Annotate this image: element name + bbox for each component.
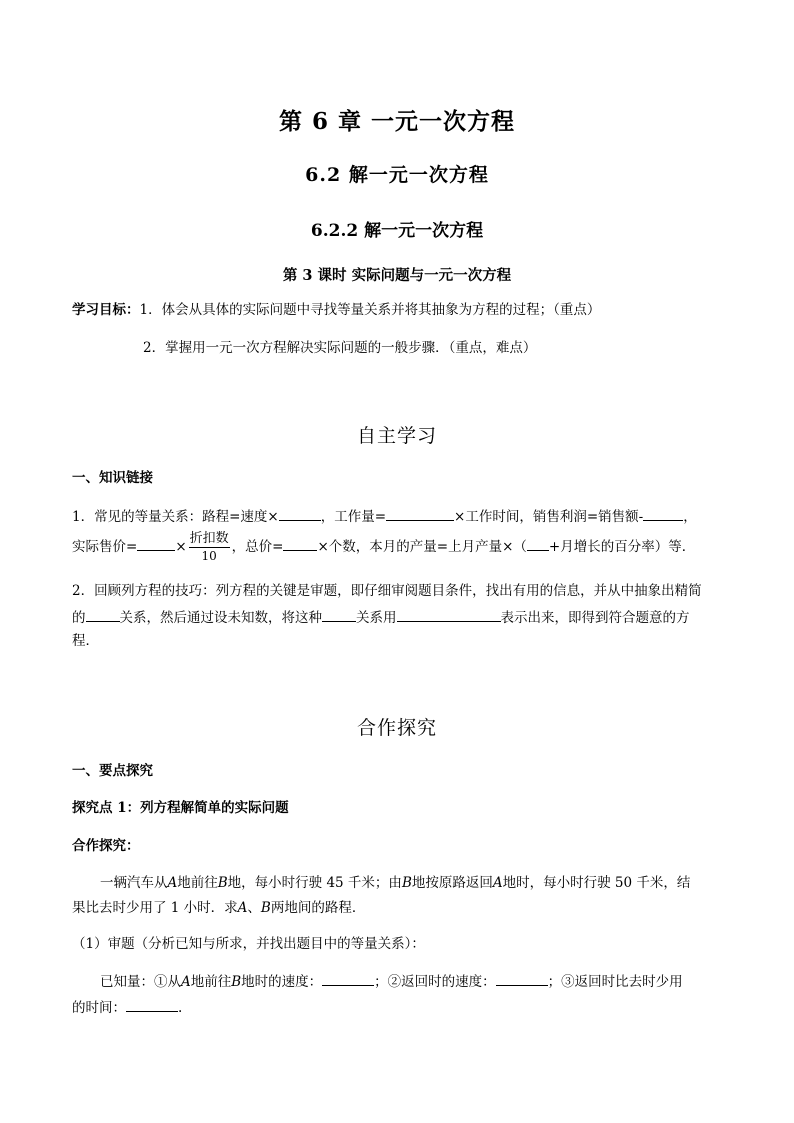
problem-line-1	[100, 873, 690, 893]
lesson-title: 第 3 课时 实际问题与一元一次方程	[282, 267, 512, 284]
fraction-numerator: 折扣数	[189, 531, 229, 546]
question-2-line-2	[72, 606, 690, 628]
known-text: ；②返回时的速度：	[374, 974, 496, 990]
q1-text-c: ×工作时间，销售利润=销售额-	[454, 509, 644, 525]
known-text: .	[178, 1000, 183, 1016]
problem-text: 、	[247, 900, 261, 916]
blank-cost[interactable]	[643, 505, 683, 521]
objective-1: 1．体会从具体的实际问题中寻找等量关系并将其抽象为方程的过程；（重点）	[139, 302, 601, 318]
objective-2: 2．掌握用一元一次方程解决实际问题的一般步骤．（重点，难点）	[143, 340, 537, 356]
blank-equation[interactable]	[397, 606, 501, 622]
known-line-2	[72, 996, 182, 1018]
q1-text-g: ，总价=	[231, 539, 284, 555]
q1-text-f: ×	[175, 539, 187, 555]
q1-text-e: 实际售价=	[72, 539, 138, 555]
blank-return-speed[interactable]	[496, 970, 548, 986]
fraction-denominator: 10	[201, 549, 217, 563]
q1-text-a: 1．常见的等量关系：路程=速度×	[72, 509, 279, 525]
var-a: A	[167, 875, 178, 891]
question-2-line-1: 2．回顾列方程的技巧：列方程的关键是审题，即仔细审阅题目条件，找出有用的信息，并从中抽象出精简	[72, 583, 702, 599]
q2-text-e: 表示出来，即得到符合题意的方	[500, 610, 690, 626]
var-b: B	[260, 900, 271, 916]
problem-text: 一辆汽车从	[100, 875, 168, 891]
blank-work-efficiency[interactable]	[386, 505, 454, 521]
problem-text: 地时，每小时行驶 50 千米，结	[502, 875, 691, 891]
section-title: 6.2 解一元一次方程	[305, 164, 489, 186]
q2-text-b: 的	[72, 610, 86, 626]
blank-original-price[interactable]	[137, 535, 175, 551]
problem-line-2	[72, 898, 365, 918]
known-text: ；③返回时比去时少用	[547, 974, 683, 990]
key-points-heading: 一、要点探究	[72, 763, 153, 779]
known-line-1	[100, 970, 683, 992]
chapter-title: 第 6 章 一元一次方程	[278, 108, 516, 135]
problem-text: 地前往	[177, 875, 218, 891]
var-b: B	[231, 974, 242, 990]
problem-text: 地按原路返回	[411, 875, 493, 891]
blank-equal-relation-2[interactable]	[322, 606, 356, 622]
problem-text: 地，每小时行驶 45 千米；由	[227, 875, 402, 891]
discount-fraction	[189, 531, 230, 564]
knowledge-link-heading: 一、知识链接	[72, 470, 153, 486]
objectives-label: 学习目标：	[72, 302, 140, 318]
blank-time-saved[interactable]	[126, 996, 178, 1012]
var-b: B	[401, 875, 412, 891]
self-study-heading: 自主学习	[356, 425, 437, 447]
q2-text-c: 关系，然后通过设未知数，将这种	[119, 610, 322, 626]
known-text: 已知量：①从	[100, 974, 181, 990]
q1-text-h: ×个数，本月的产量=上月产量×（	[317, 539, 527, 555]
blank-go-speed[interactable]	[322, 970, 374, 986]
var-a: A	[492, 875, 503, 891]
question-1-line-1	[72, 505, 697, 527]
problem-text: 两地间的路程．	[270, 900, 366, 916]
known-text: 的时间：	[72, 1000, 126, 1016]
q2-text-d: 关系用	[356, 610, 397, 626]
cooperative-heading: 合作探究	[356, 717, 437, 739]
explore-point-1: 探究点 1：列方程解简单的实际问题	[72, 800, 289, 816]
problem-text: 果比去时少用了 1 小时．求	[72, 900, 238, 916]
blank-unit-price[interactable]	[283, 535, 317, 551]
known-text: 地时的速度：	[241, 974, 323, 990]
var-a: A	[237, 900, 248, 916]
question-2-line-3: 程．	[72, 633, 99, 649]
blank-equal-relation-1[interactable]	[86, 606, 120, 622]
q1-text-d: ，	[683, 509, 697, 525]
subsection-title: 6.2.2 解一元一次方程	[310, 221, 484, 241]
objective-line-1	[72, 300, 600, 320]
var-b: B	[217, 875, 228, 891]
blank-speed-time[interactable]	[279, 505, 321, 521]
q1-text-i: +月增长的百分率）等．	[548, 539, 696, 555]
question-1-line-2	[72, 531, 695, 564]
q1-text-b: ，工作量=	[320, 509, 387, 525]
blank-one[interactable]	[527, 535, 549, 551]
explore-label: 合作探究：	[72, 838, 140, 854]
known-text: 地前往	[190, 974, 232, 990]
var-a: A	[181, 974, 191, 990]
step-1: （1）审题（分析已知与所求，并找出题目中的等量关系）：	[72, 936, 425, 952]
